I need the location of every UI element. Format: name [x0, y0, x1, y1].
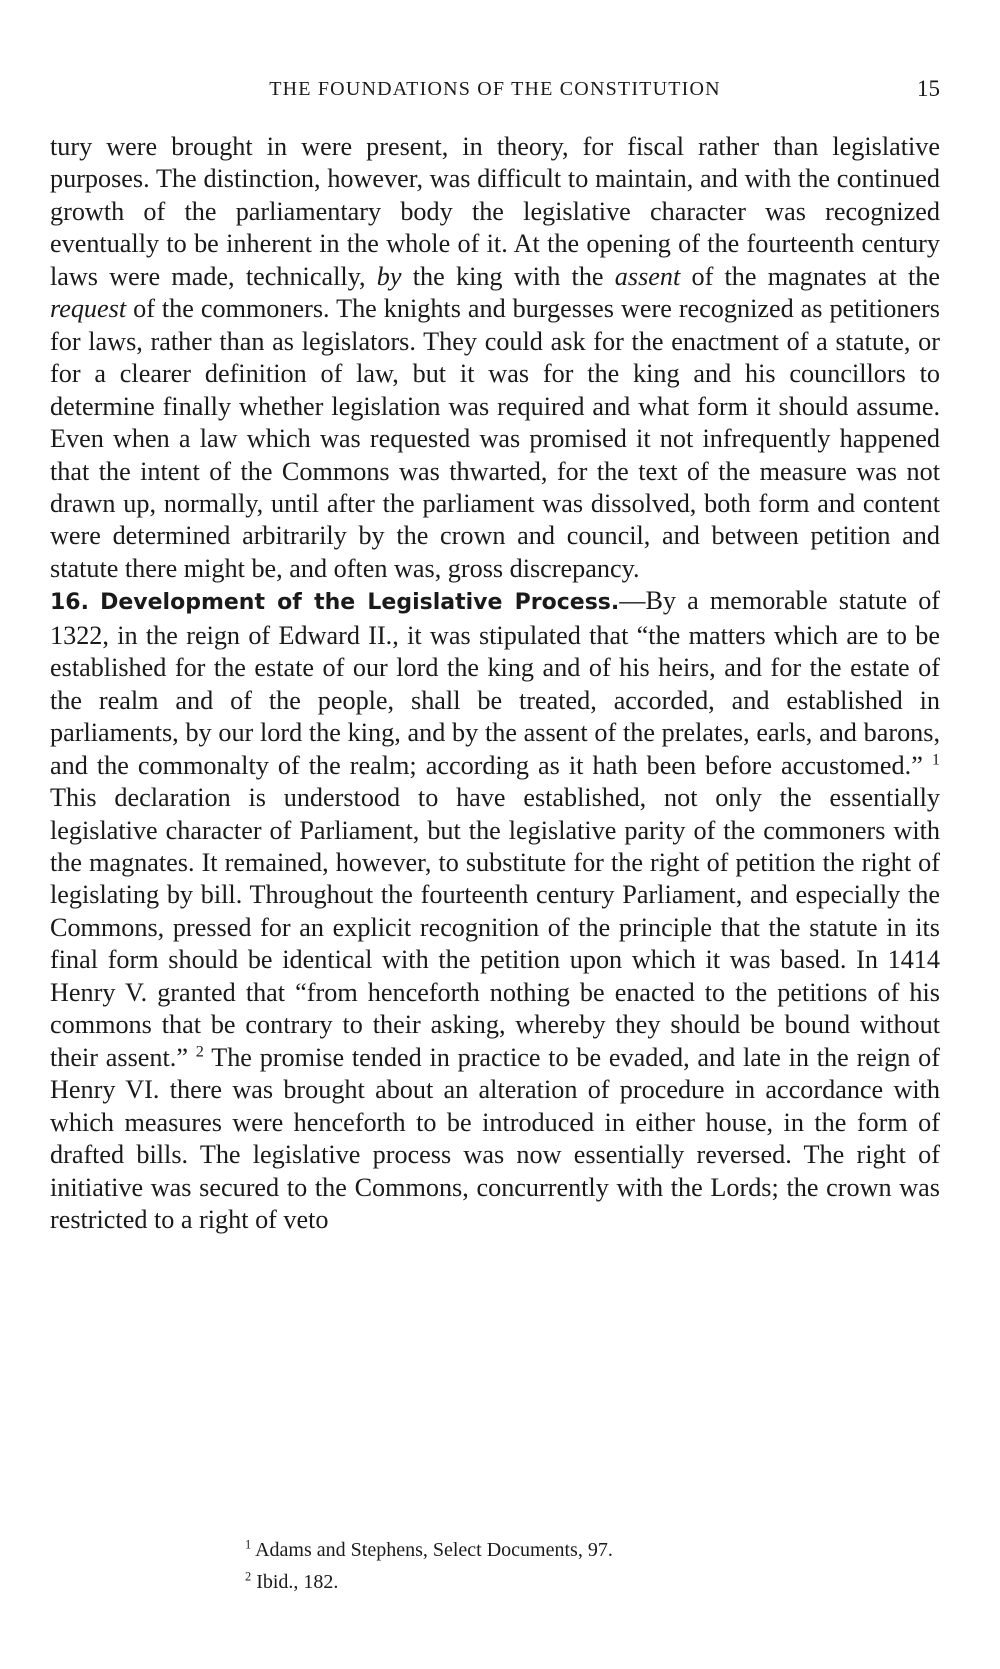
footnote-2 — [245, 1566, 845, 1598]
footnotes — [245, 1534, 845, 1598]
running-head — [50, 74, 940, 104]
paragraph-1-text-2: the king with the — [401, 261, 615, 291]
paragraph-1-text-3: of the magnates at the — [680, 261, 940, 291]
section-number: 16. — [50, 590, 89, 616]
section-heading: Development of the Legislative Process. — [100, 590, 620, 616]
footnote-1 — [245, 1534, 845, 1566]
emphasis-request: request — [50, 294, 127, 324]
paragraph-1 — [50, 131, 940, 585]
paragraph-2-text-1: —By a memorable statute of 1322, in the reign of Edward II., it was stipulated that “the matters which are to be established for the estate of our lord the king and of his heirs, and for the estate of the realm and of the people, shall be treated, accorded, and established in parliaments, by our lord the king, and by the assent of the prelates, earls, and barons, and the commonalty of the realm; according as it hath been before accustomed.” — [50, 586, 941, 780]
footnote-marker-1: 1 — [245, 1537, 252, 1552]
footnote-marker-2: 2 — [245, 1569, 252, 1584]
emphasis-by: by — [376, 261, 402, 291]
footnote-ref-2[interactable]: 2 — [195, 1041, 204, 1060]
footnote-text-2: Ibid., 182. — [251, 1571, 339, 1593]
paragraph-2-text-2: This declaration is understood to have established, not only the essentially legislative character of Parliament, but the legislative parity of the commoners with the magnates. It remained, however, to substitute for the right of petition the right of legislating by bill. Throughout the fourteenth century Parliament, and especially the Commons, pressed for an explicit recognition of the principle that the statute in its final form should be identical with the petition upon which it was based. In 1414 Henry V. granted that “from henceforth nothing be enacted to the petitions of his commons that be contrary to their asking, whereby they should be bound without their assent.” — [50, 783, 940, 1072]
emphasis-assent: assent — [614, 261, 681, 291]
body-text — [50, 131, 940, 1236]
footnote-text-1: Adams and Stephens, Select Documents, 97. — [251, 1539, 613, 1561]
paragraph-2 — [50, 585, 940, 1236]
paragraph-2-text-3: The promise tended in practice to be evaded, and late in the reign of Henry VI. there was brought about an alteration of procedure in accordance with which measures were henceforth to be introduced in either house, in the form of drafted bills. The legislative process was now essentially reversed. The right of initiative was secured to the Commons, concurrently with the Lords; the crown was restricted to a right of veto — [50, 1042, 940, 1234]
footnote-ref-1[interactable]: 1 — [931, 749, 940, 768]
paragraph-1-text-1: tury were brought in were present, in theory, for fiscal rather than legislative purposes. The distinction, however, was difficult to maintain, and with the continued growth of the parliamentary body the legislative character was recognized eventually to be inherent in the whole of it. At the opening of the fourteenth century laws were made, technically, — [50, 132, 940, 291]
page-number: 15 — [917, 76, 940, 101]
paragraph-1-text-4: of the commoners. The knights and burgesses were recognized as petitioners for laws, rather than as legislators. They could ask for the enactment of a statute, or for a clearer definition of law, but it was for the king and his councillors to determine finally whether legislation was required and what form it should assume. Even when a law which was requested was promised it not infrequently happened that the intent of the Commons was thwarted, for the text of the measure was not drawn up, normally, until after the parliament was dissolved, both form and content were determined arbitrarily by the crown and council, and between petition and statute there might be, and often was, gross discrepancy. — [50, 294, 940, 583]
running-title: THE FOUNDATIONS OF THE CONSTITUTION — [269, 78, 721, 100]
